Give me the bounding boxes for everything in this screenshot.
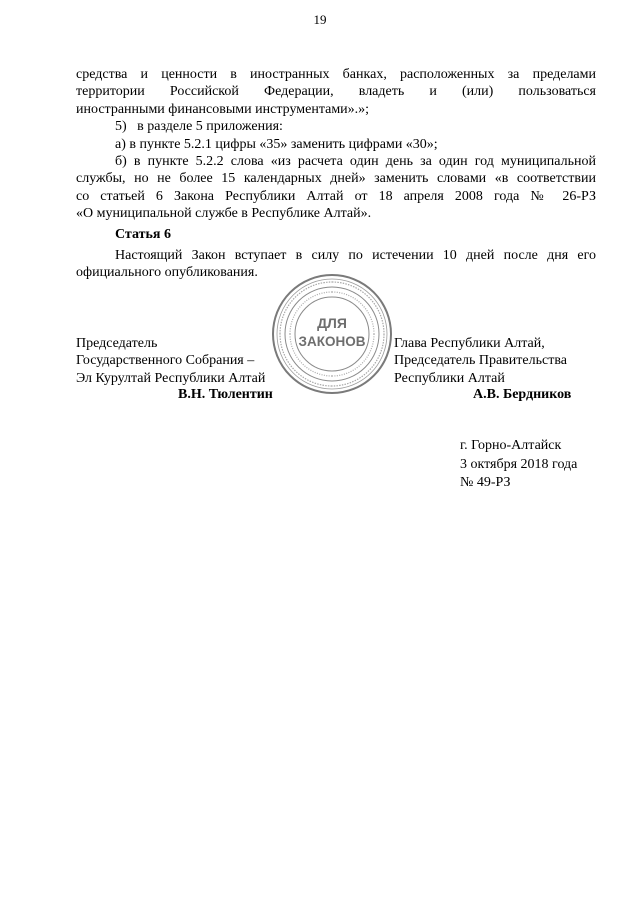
text-line: иностранными финансовыми инструментами».»; [76, 101, 370, 117]
signature-left-title [76, 335, 265, 387]
signature-left-name: В.Н. Тюлентин [178, 387, 273, 402]
subitem-b [76, 153, 596, 223]
text-line: средства и ценности в иностранных банках, расположенных за пределами [76, 67, 596, 82]
text-line: службы, но не более 15 календарных дней» заменить словами «в соответствии [76, 171, 596, 187]
text-line: территории Российской Федерации, владеть и (или) пользоваться [76, 84, 596, 100]
date: 3 октября 2018 года [460, 456, 578, 472]
text-line: Глава Республики Алтай, [394, 336, 545, 351]
stamp-text-line1: ДЛЯ [317, 315, 347, 331]
text-line: Республики Алтай [394, 370, 505, 386]
signature-right-title [394, 335, 567, 387]
signature-right-name: А.В. Бердников [473, 387, 572, 402]
text-line: официального опубликования. [76, 265, 258, 281]
text-line: со статьей 6 Закона Республики Алтай от 18 апреля 2008 года № 26-РЗ [76, 188, 596, 204]
city: г. Горно-Алтайск [460, 438, 562, 453]
text-line: «О муниципальной службе в Республике Алтай». [76, 206, 372, 222]
stamp-text-line2: ЗАКОНОВ [298, 334, 366, 349]
place-date-block [460, 437, 577, 493]
subitem-a: а) в пункте 5.2.1 цифры «35» заменить цифрами «30»; [115, 137, 438, 152]
text-line: Настоящий Закон вступает в силу по истечении 10 дней после дня его [115, 248, 596, 263]
stamp-seal [270, 272, 394, 396]
text-line: Председатель Правительства [394, 353, 567, 369]
list-item-5: 5) в разделе 5 приложения: [115, 119, 283, 134]
text-line: Государственного Собрания – [76, 353, 255, 369]
article-heading: Статья 6 [115, 227, 171, 242]
text-line: Эл Курултай Республики Алтай [76, 370, 266, 386]
text-line: б) в пункте 5.2.2 слова «из расчета один день за один год муниципальной [115, 154, 596, 169]
law-number: № 49-РЗ [460, 475, 511, 490]
paragraph-continuation [76, 66, 596, 118]
text-line: Председатель [76, 336, 158, 351]
page-number: 19 [313, 12, 327, 27]
